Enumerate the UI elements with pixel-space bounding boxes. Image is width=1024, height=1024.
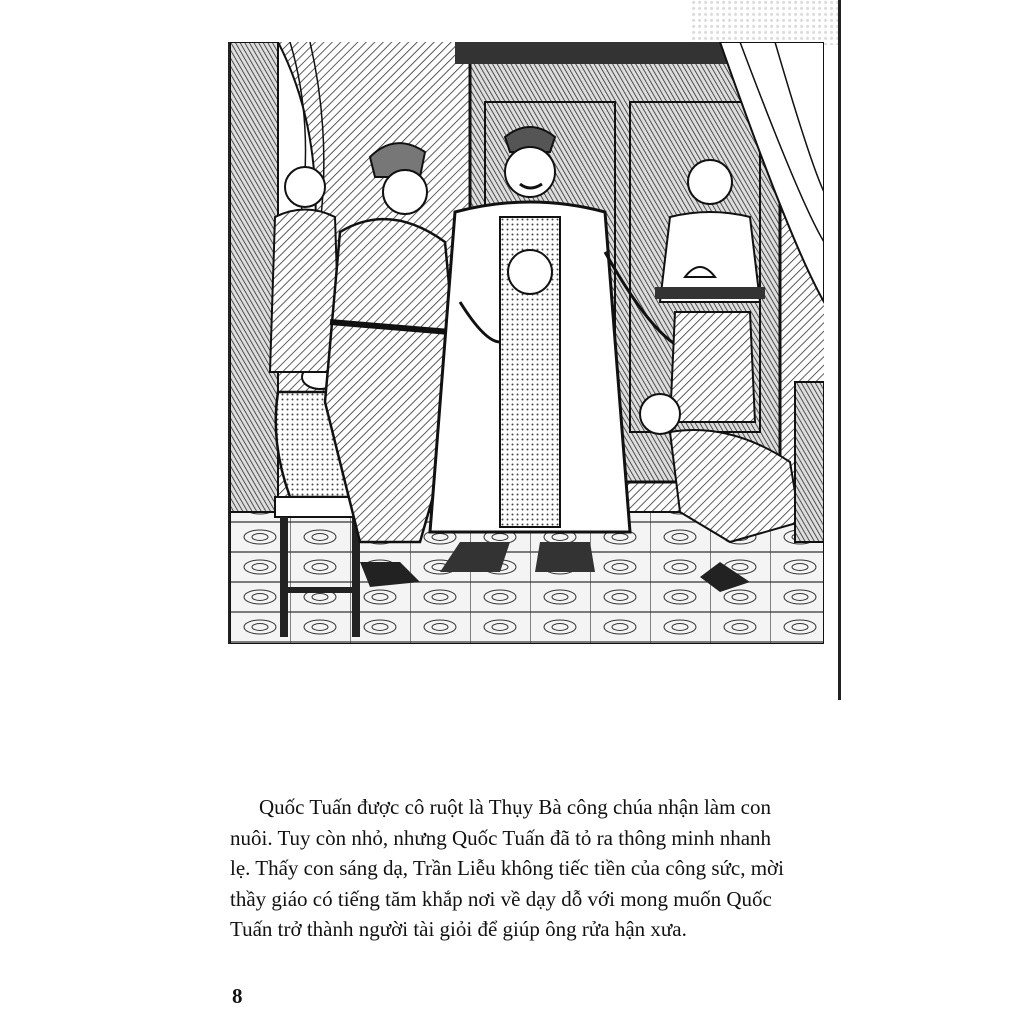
paragraph-line: nuôi. Tuy còn nhỏ, nhưng Quốc Tuấn đã tỏ ra thông minh nhanh [230, 825, 772, 850]
paragraph-line: lẹ. Thấy con sáng dạ, Trần Liễu không tiếc tiền của công sức, mời [230, 856, 784, 880]
court-scene-illustration [228, 42, 824, 644]
page-number: 8 [232, 984, 243, 1008]
story-paragraph [230, 792, 830, 945]
scan-artifact [690, 0, 840, 45]
paragraph-line: Tuấn trở thành người tài giỏi để giúp ông rửa hận xưa. [230, 917, 687, 941]
paragraph-line: Quốc Tuấn được cô ruột là Thụy Bà công chúa nhận làm con [259, 795, 771, 819]
page-edge-shadow [838, 0, 841, 700]
paragraph-line: thầy giáo có tiếng tăm khắp nơi về dạy dỗ với mong muốn Quốc [230, 886, 772, 911]
